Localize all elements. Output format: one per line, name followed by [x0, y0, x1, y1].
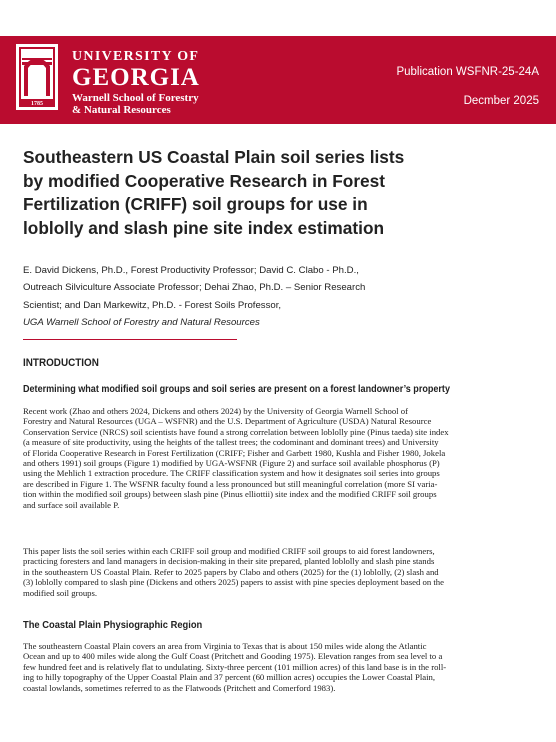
affiliation: UGA Warnell School of Forestry and Natural Resources — [23, 316, 260, 328]
section-divider — [23, 339, 237, 340]
author-list: E. David Dickens, Ph.D., Forest Productivity Professor; David C. Clabo - Ph.D., Outreach Silviculture Associate Professor; Dehai Zhao, Ph.D. – Senior Research Scientist; and Dan Markewitz, Ph.D. - Forest Soils Professor, — [23, 265, 366, 311]
publication-number: Publication WSFNR-25-24A — [396, 66, 539, 78]
seal-year: 1785 — [31, 101, 43, 107]
subheading-coastal-plain: The Coastal Plain Physiographic Region — [23, 620, 203, 631]
paragraph-2: This paper lists the soil series within each CRIFF soil group and modified CRIFF soil groups to aid forest landowners, practicing foresters and land managers in decision-making in their site prepared, planted loblolly and slash pine stands in the southeastern US Coastal Plain. Refer to 2025 papers by Clabo and others (2025) for the (1) loblolly, (2) slash and (3) loblolly compared to slash pine (Dickens and others 2025) papers to assist with pine species deployment based on the modified soil groups. — [23, 546, 445, 598]
school-line-2: & Natural Resources — [72, 104, 171, 116]
university-line: UNIVERSITY OF — [72, 49, 200, 64]
university-wordmark — [72, 50, 200, 116]
introduction-heading: INTRODUCTION — [23, 357, 99, 369]
paragraph-1: Recent work (Zhao and others 2024, Dickens and others 2024) by the University of Georgia Warnell School of Forestry and Natural Resources (UGA – WSFNR) and the U.S. Department of Agriculture (USDA) Natural Resource Conservation Service (NRCS) soil scientists have found a strong correlation between loblolly pine (Pinus taeda) site index (a measure of site productivity, using the heights of the tallest trees; the codominant and dominant trees) and University of Florida Cooperative Research in Forest Fertilization (CRIFF; Fisher and Garbett 1980, Kushla and Fisher 1980, Jokela and others 1991) soil groups (Figure 1) modified by UGA-WSFNR (Figure 2) and surface soil available phosphorus (P) using the Mehlich 1 extraction procedure. The CRIFF classification system and how it designates soil series into groups are described in Figure 1. The WSFNR faculty found a less pronounced but still meaningful correlation (more SI varia- tion within the modified soil groups) between slash pine (Pinus elliottii) site index and the modified CRIFF soil groups and surface soil available P. — [23, 406, 449, 510]
uga-arch-logo — [16, 44, 58, 110]
document-title: Southeastern US Coastal Plain soil series lists by modified Cooperative Research in Forest Fertilization (CRIFF) soil groups for use in loblolly and slash pine site index estimation — [23, 147, 405, 238]
georgia-line: GEORGIA — [72, 64, 200, 91]
header-band — [0, 36, 556, 124]
subheading-soil-groups: Determining what modified soil groups and soil series are present on a forest landowner’s property — [23, 384, 450, 395]
publication-date: Decmber 2025 — [463, 95, 539, 107]
paragraph-3: The southeastern Coastal Plain covers an area from Virginia to Texas that is about 150 miles wide along the Atlantic Ocean and up to 400 miles wide along the Gulf Coast (Pritchett and Gooding 1975). Elevation ranges from sea level to a few hundred feet and is relatively flat to undulating. Sixty-three percent (101 million acres) of this land base is in the roll- ing to hilly topography of the Upper Coastal Plain and 37 percent (60 million acres) occupies the Lower Coastal Plain, coastal lowlands, sometimes referred to as the Flatwoods (Pritchett and Comerford 1983). — [23, 641, 447, 693]
author-block — [23, 262, 533, 331]
school-line-1: Warnell School of Forestry — [72, 92, 199, 104]
